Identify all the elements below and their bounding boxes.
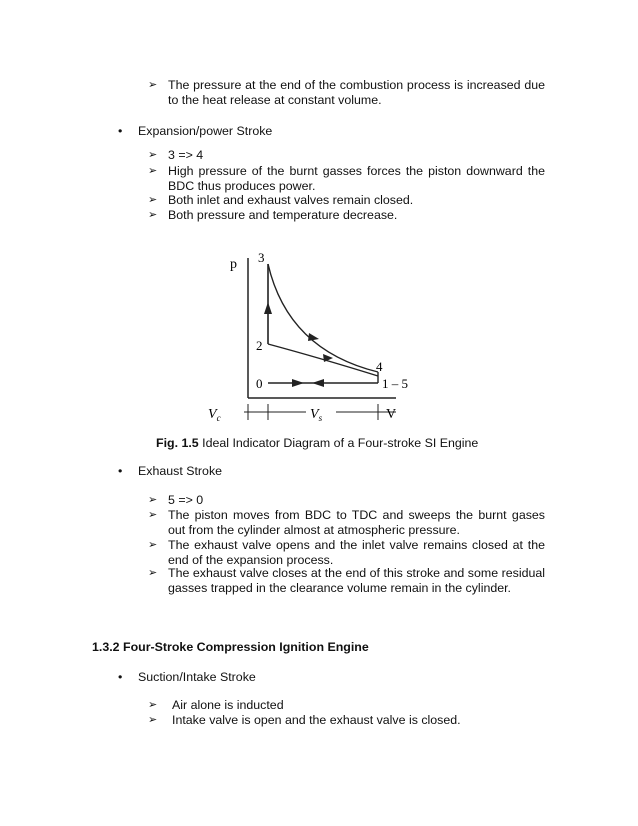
arrow-up-icon [264,302,272,314]
arrow-down-icon [308,333,319,341]
list-item [150,193,545,208]
list-item-text: The exhaust valve opens and the inlet valve remains closed at the end of the expansion process. [168,538,545,567]
swept-volume-label: $V_s$ [310,407,323,423]
bullet-icon: • [118,124,123,138]
indicator-diagram [200,240,420,430]
point-label-1-5: 1 – 5 [382,376,408,391]
figure-caption-text: Ideal Indicator Diagram of a Four-stroke SI Engine [198,436,479,450]
list-item [150,566,545,596]
arrow-bullet-icon: ➢ [148,165,158,177]
list-item-text: The piston moves from BDC to TDC and sweeps the burnt gases out from the cylinder almost at atmospheric pressure. [168,508,545,537]
list-item-text: Air alone is inducted [172,698,284,712]
list-item-text: The exhaust valve closes at the end of this stroke and some residual gasses trapped in the clearance volume remain in the cylinder. [168,566,545,595]
list-item-text: The pressure at the end of the combustion process is increased due to the heat release at constant volume. [168,78,545,107]
point-label-4: 4 [376,359,383,374]
list-item-text: Intake valve is open and the exhaust valve is closed. [172,713,461,727]
list-item [150,508,545,538]
list-item-text: High pressure of the burnt gasses forces the piston downward the BDC thus produces power. [168,164,545,193]
arrow-bullet-icon: ➢ [148,509,158,521]
arrow-left-icon [312,379,324,387]
list-item-text: 3 => 4 [168,148,204,162]
list-item-text: Both pressure and temperature decrease. [168,208,398,222]
point-label-3: 3 [258,250,265,265]
bullet-icon: • [118,670,123,684]
list-item [150,78,545,108]
figure-caption-label: Fig. 1.5 [156,436,199,450]
arrow-bullet-icon: ➢ [148,194,158,206]
figure-caption [156,436,478,451]
list-item [150,538,545,568]
list-item [150,493,545,508]
arrow-right-icon [292,379,304,387]
list-item-text: Both inlet and exhaust valves remain closed. [168,193,414,207]
list-item [150,208,545,223]
bullet-icon: • [118,464,123,478]
arrow-bullet-icon: ➢ [148,79,158,91]
arrow-bullet-icon: ➢ [148,567,158,579]
arrow-bullet-icon: ➢ [148,209,158,221]
arrow-bullet-icon: ➢ [148,149,158,161]
list-item [150,698,545,713]
arrow-bullet-icon: ➢ [148,714,158,726]
list-item [150,164,545,194]
point-label-0: 0 [256,376,263,391]
axis-label-p: p [230,257,237,272]
list-item [150,713,545,728]
list-item-text: 5 => 0 [168,493,204,507]
expansion-curve [268,264,378,372]
clearance-volume-label: $V_c$ [208,407,221,423]
arrow-bullet-icon: ➢ [148,494,158,506]
arrow-bullet-icon: ➢ [148,539,158,551]
section-heading: 1.3.2 Four-Stroke Compression Ignition Engine [92,640,369,654]
bullet-title: Expansion/power Stroke [138,124,273,138]
point-label-2: 2 [256,338,263,353]
axis-label-v: V [386,407,397,422]
bullet-title: Suction/Intake Stroke [138,670,256,684]
list-item [150,148,545,163]
bullet-title: Exhaust Stroke [138,464,223,478]
arrow-bullet-icon: ➢ [148,699,158,711]
